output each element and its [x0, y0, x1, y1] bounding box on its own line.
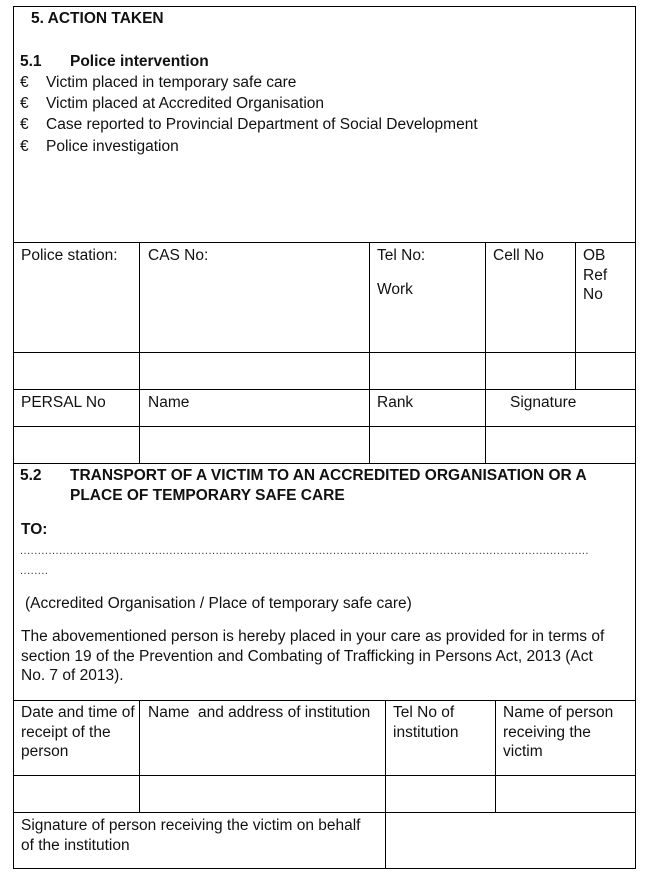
tel-no-label: Tel No:: [377, 247, 426, 264]
to-dotted-line-continued[interactable]: ........: [20, 565, 49, 577]
section-5-2-title: TRANSPORT OF A VICTIM TO AN ACCREDITED ORGANISATION OR A PLACE OF TEMPORARY SAFE CARE: [70, 467, 587, 504]
tel-no-institution-label: Tel No of institution: [393, 704, 459, 741]
police-table-bottom: [13, 463, 636, 464]
subsection-number: 5.1: [20, 53, 42, 70]
date-time-input[interactable]: [14, 776, 138, 811]
name-address-label: Name and address of institution: [148, 704, 371, 721]
rank-label: Rank: [377, 394, 414, 411]
cas-no-field[interactable]: [140, 272, 368, 351]
receiver-signature-input[interactable]: [386, 813, 634, 867]
signature-label: Signature: [510, 394, 577, 411]
police-station-field[interactable]: [14, 272, 138, 351]
ob-ref-no-input[interactable]: [576, 353, 634, 388]
placement-paragraph: The abovementioned person is hereby placed in your care as provided for in terms of section 19 of the Prevention and Combating of Trafficking in Persons Act, 2013 (Act No. 7 of 2013).: [21, 628, 605, 684]
cell-no-field[interactable]: [486, 272, 574, 351]
subsection-title: Police intervention: [70, 53, 209, 70]
section-5-2-number: 5.2: [20, 467, 42, 484]
option-item[interactable]: [20, 115, 580, 135]
frame-top-border: [13, 6, 636, 7]
option-label: Victim placed in temporary safe care: [46, 74, 297, 91]
option-label: Victim placed at Accredited Organisation: [46, 95, 325, 112]
persal-no-label: PERSAL No: [21, 394, 106, 411]
cell-no-input[interactable]: [486, 353, 574, 388]
receipt-table-top: [13, 700, 636, 701]
police-table-line: [13, 389, 636, 390]
receiver-signature-label: Signature of person receiving the victim on behalf of the institution: [21, 817, 361, 854]
receiver-name-label: Name of person receiving the victim: [503, 704, 614, 760]
police-station-label: Police station:: [21, 247, 118, 264]
rank-input[interactable]: [370, 427, 484, 462]
work-label: Work: [377, 281, 413, 298]
section-heading: 5. ACTION TAKEN: [31, 10, 164, 27]
ob-ref-no-label: OB Ref No: [583, 247, 608, 303]
checkbox-icon[interactable]: €: [20, 138, 29, 155]
name-label: Name: [148, 394, 190, 411]
checkbox-icon[interactable]: €: [20, 116, 29, 133]
option-item[interactable]: [20, 137, 580, 157]
police-table-top: [13, 242, 636, 243]
cas-no-input[interactable]: [140, 353, 368, 388]
signature-input[interactable]: [486, 427, 634, 462]
option-item[interactable]: [20, 94, 580, 114]
cell-no-label: Cell No: [493, 247, 544, 264]
checkbox-icon[interactable]: €: [20, 74, 29, 91]
name-address-input[interactable]: [140, 776, 384, 811]
name-input[interactable]: [140, 427, 368, 462]
destination-caption: (Accredited Organisation / Place of temporary safe care): [25, 595, 412, 612]
persal-no-input[interactable]: [14, 427, 138, 462]
option-item[interactable]: [20, 73, 580, 93]
frame-right-border: [635, 6, 636, 868]
to-dotted-line[interactable]: ................................................................................................................................................................: [20, 545, 589, 557]
frame-bottom-border: [13, 868, 636, 869]
cas-no-label: CAS No:: [148, 247, 209, 264]
option-label: Police investigation: [46, 138, 179, 155]
checkbox-icon[interactable]: €: [20, 95, 29, 112]
date-time-label: Date and time of receipt of the person: [21, 704, 135, 760]
receiver-name-input[interactable]: [496, 776, 634, 811]
to-label: TO:: [21, 521, 48, 538]
option-label: Case reported to Provincial Department of Social Development: [46, 116, 478, 133]
tel-no-institution-input[interactable]: [386, 776, 494, 811]
police-station-input[interactable]: [14, 353, 138, 388]
tel-no-input[interactable]: [370, 353, 484, 388]
